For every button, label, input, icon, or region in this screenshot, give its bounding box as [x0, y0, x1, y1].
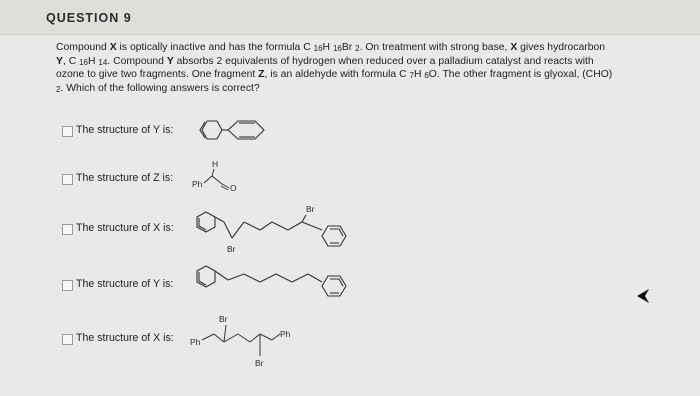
structure-z-aldehyde [192, 158, 252, 198]
option-2-label: The structure of Z is: [76, 172, 174, 184]
x1-br-top-label: Br [306, 204, 315, 214]
option-1-label: The structure of Y is: [76, 124, 174, 136]
question-line-2: Y, C $_{16}$H $_{14}$. Compound Y absorbs 2 equivalents of hydrogen when reduced over a palladium catalyst and reacts with [56, 55, 594, 67]
radio-option-4[interactable] [62, 280, 73, 291]
option-4-label: The structure of Y is: [76, 278, 174, 290]
option-3-label: The structure of X is: [76, 222, 174, 234]
question-line-4: $_2$. Which of the following answers is correct? [56, 82, 260, 94]
x2-br-bottom-label: Br [255, 358, 264, 368]
option-5-label: The structure of X is: [76, 332, 174, 344]
structure-x-dibromide-2 [190, 310, 310, 372]
radio-option-2[interactable] [62, 174, 73, 185]
question-line-1: Compound X is optically inactive and has the formula C $_{16}$H $_{16}$Br $_2$. On treatment with strong base, X gives hydrocarbon [56, 42, 606, 53]
question-line-3: ozone to give two fragments. One fragment Z, is an aldehyde with formula C $_7$H $_6$O. The other fragment is glyoxal, (CHO) [56, 69, 613, 80]
z-ph-label: Ph [192, 179, 203, 189]
structure-x-dibromide-1 [188, 200, 358, 262]
question-title: QUESTION 9 [46, 11, 132, 25]
radio-option-5[interactable] [62, 334, 73, 345]
radio-option-3[interactable] [62, 224, 73, 235]
x2-ph-left-label: Ph [190, 337, 201, 347]
x2-ph-right-label: Ph [280, 329, 291, 339]
structure-y-biphenyl [188, 110, 298, 160]
x2-br-top-label: Br [219, 314, 228, 324]
question-header [0, 0, 700, 35]
structure-y-diyne [188, 256, 358, 302]
z-o-label: O [230, 183, 237, 193]
z-h-label: H [212, 159, 219, 169]
mouse-cursor-icon [636, 288, 650, 304]
question-text [56, 41, 696, 95]
x1-br-bottom-label: Br [227, 244, 236, 254]
radio-option-1[interactable] [62, 126, 73, 137]
